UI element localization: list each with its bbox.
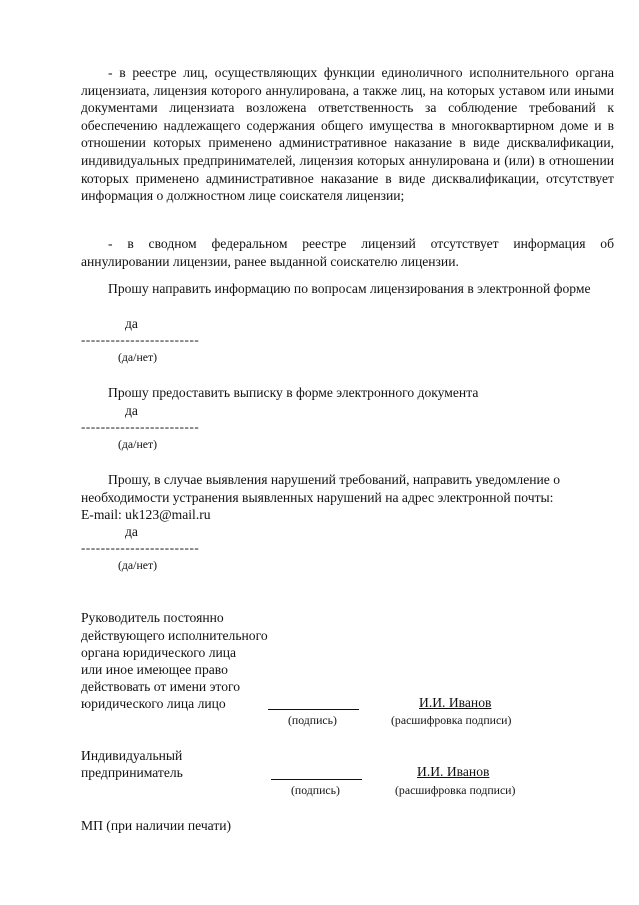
answer-2: да [125,403,138,418]
request-text-1: Прошу направить информацию по вопросам лицензирования в электронной форме [108,281,591,296]
ip-sign-hint: (подпись) [291,783,340,797]
email-line: E-mail: uk123@mail.ru [81,507,211,522]
ip-name: И.И. Иванов [417,764,490,779]
request-text-3: Прошу, в случае выявления нарушений требований, направить уведомление о необходимости устранения выявленных нарушений на адрес электронной почты: [81,472,561,505]
request-text-2: Прошу предоставить выписку в форме электронного документа [108,385,479,400]
head-title-line: органа юридического лица [81,645,237,660]
ip-signature-line [271,779,362,780]
head-sign-hint: (подпись) [288,713,337,727]
registry-paragraph-1: - в реестре лиц, осуществляющих функции единоличного исполнительного органа лицензиата, лицензия которого аннулирована, а также лиц, на которых уставом или иными документами лицензиата возложена ответственность за соблюдение требований к обеспечению надлежащего содержания общего имущества в многоквартирном доме и в отношении которых применено административное наказание в виде дисквалификации, индивидуальных предпринимателей, лицензия которых аннулирована и (или) в отношении которых применено административное наказание в виде дисквалификации, отсутствует информация о должностном лице соискателя лицензии; [81,65,614,204]
ip-name-hint: (расшифровка подписи) [395,783,516,797]
answer-hint-3: (да/нет) [118,558,158,572]
head-name: И.И. Иванов [419,695,492,710]
answer-line-2: ------------------------ [81,419,200,434]
answer-hint-1: (да/нет) [118,350,158,364]
stamp-note: МП (при наличии печати) [81,818,232,833]
answer-line-1: ------------------------ [81,332,200,347]
head-title-line: юридического лица лицо [81,696,226,711]
answer-hint-2: (да/нет) [118,437,158,451]
ip-title-line: Индивидуальный [81,748,183,763]
ip-title-line: предприниматель [81,765,183,780]
head-name-hint: (расшифровка подписи) [391,713,512,727]
answer-line-3: ------------------------ [81,540,200,555]
registry-paragraph-2: - в сводном федеральном реестре лицензий отсутствует информация об аннулировании лицензии, ранее выданной соискателю лицензии. [81,236,614,269]
head-title-line: или иное имеющее право [81,662,228,677]
answer-3: да [125,524,138,539]
answer-1: да [125,316,138,331]
head-title-line: действующего исполнительного [81,628,268,643]
head-signature-line [268,709,359,710]
head-title-line: Руководитель постоянно [81,610,224,625]
head-title-line: действовать от имени этого [81,679,241,694]
